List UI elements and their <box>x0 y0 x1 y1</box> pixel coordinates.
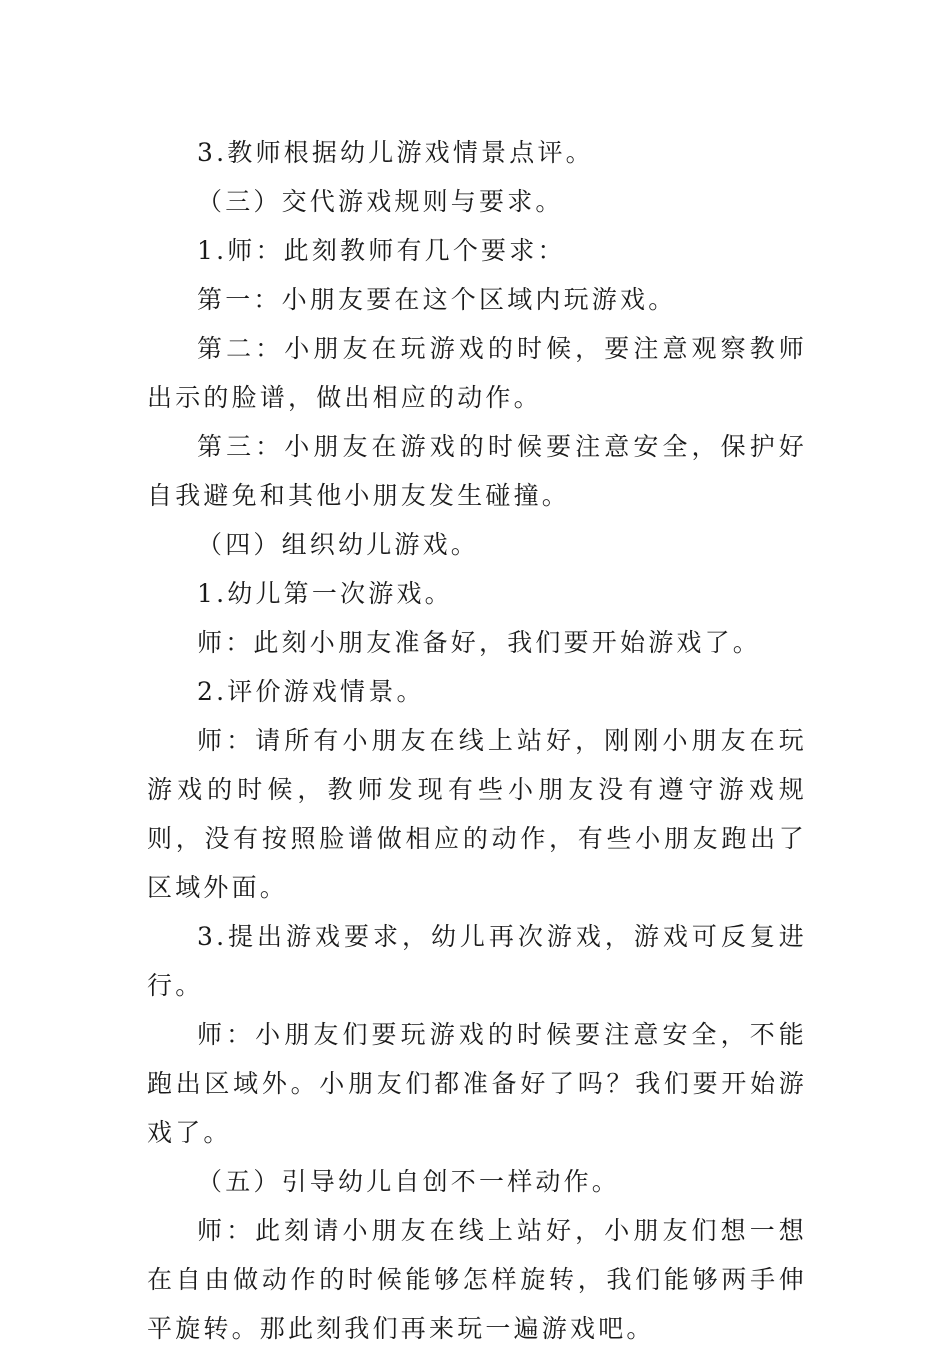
paragraph: （三）交代游戏规则与要求。 <box>197 187 564 216</box>
paragraph: 师：小朋友们要玩游戏的时候要注意安全，不能跑出区域外。小朋友们都准备好了吗？我们要开始游戏了。 <box>147 1020 807 1147</box>
paragraph: 师：请所有小朋友在线上站好，刚刚小朋友在玩游戏的时候，教师发现有些小朋友没有遵守游戏规则，没有按照脸谱做相应的动作，有些小朋友跑出了区域外面。 <box>147 726 807 902</box>
document-body <box>147 128 807 1353</box>
paragraph: 3.教师根据幼儿游戏情景点评。 <box>197 138 594 167</box>
paragraph: 2.评价游戏情景。 <box>197 677 425 706</box>
paragraph: 第三：小朋友在游戏的时候要注意安全，保护好自我避免和其他小朋友发生碰撞。 <box>147 432 807 510</box>
paragraph: 1.幼儿第一次游戏。 <box>197 579 453 608</box>
paragraph: （五）引导幼儿自创不一样动作。 <box>197 1167 621 1196</box>
paragraph: 师：此刻请小朋友在线上站好，小朋友们想一想在自由做动作的时候能够怎样旋转，我们能够两手伸平旋转。那此刻我们再来玩一遍游戏吧。 <box>147 1216 807 1343</box>
paragraph: 第一：小朋友要在这个区域内玩游戏。 <box>197 285 677 314</box>
paragraph: 1.师：此刻教师有几个要求： <box>197 236 566 265</box>
paragraph: （四）组织幼儿游戏。 <box>197 530 480 559</box>
paragraph: 第二：小朋友在玩游戏的时候，要注意观察教师出示的脸谱，做出相应的动作。 <box>147 334 807 412</box>
paragraph: 3.提出游戏要求，幼儿再次游戏，游戏可反复进行。 <box>147 922 807 1000</box>
paragraph: 师：此刻小朋友准备好，我们要开始游戏了。 <box>197 628 762 657</box>
